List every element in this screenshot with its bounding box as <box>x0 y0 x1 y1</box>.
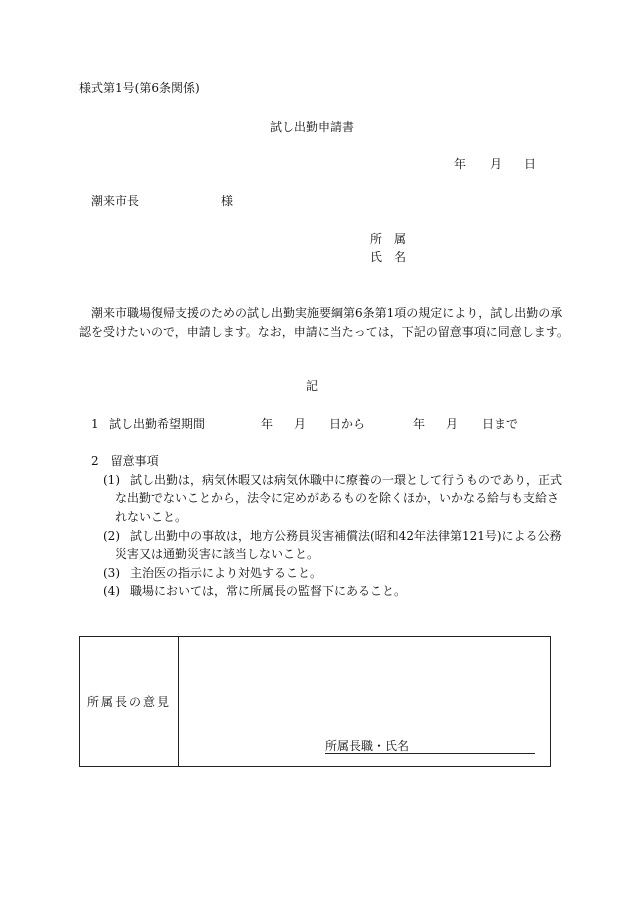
note-number: (4) <box>103 584 120 598</box>
period-month-until: 月 <box>446 417 459 431</box>
notes-heading: 2 留意事項 <box>91 454 159 468</box>
period-day-from: 日から <box>329 417 366 431</box>
signature-label: 所属長職・氏名 <box>325 739 410 753</box>
document-title: 試し出勤申請書 <box>270 120 355 134</box>
department-label: 所 属 <box>370 232 407 246</box>
opinion-label-cell <box>80 637 179 767</box>
date-day: 日 <box>524 157 537 171</box>
note-line: 職場においては，常に所属長の監督下にあること。 <box>130 584 407 598</box>
note-number: (2) <box>103 529 120 543</box>
supervisor-opinion-table <box>79 636 551 767</box>
addressee-name: 潮来市長 <box>91 194 140 208</box>
note-number: (3) <box>103 566 120 580</box>
note-line: れないこと。 <box>115 510 188 524</box>
opinion-input-area[interactable] <box>179 637 551 767</box>
date-month: 月 <box>490 157 503 171</box>
period-year-from: 年 <box>261 417 274 431</box>
period-label: 試し出勤希望期間 <box>109 417 206 431</box>
signature-line <box>325 753 535 754</box>
note-line: 災害又は通勤災害に該当しないこと。 <box>115 547 320 561</box>
note-line: 試し出勤中の事故は，地方公務員災害補償法(昭和42年法律第121号)による公務 <box>130 529 562 543</box>
name-label: 氏 名 <box>370 250 407 264</box>
period-number: 1 <box>91 417 99 431</box>
note-number: (1) <box>103 473 120 487</box>
date-year: 年 <box>454 157 467 171</box>
addressee-honorific: 様 <box>221 194 234 208</box>
body-line: 潮来市職場復帰支援のための試し出勤実施要綱第6条第1項の規定により，試し出勤の承 <box>91 306 563 320</box>
form-number: 様式第1号(第6条関係) <box>79 81 200 95</box>
period-month-from: 月 <box>294 417 307 431</box>
period-day-until: 日まで <box>482 417 519 431</box>
body-line: 認を受けたいので，申請します。なお，申請に当たっては，下記の留意事項に同意します。 <box>79 325 569 339</box>
period-year-until: 年 <box>413 417 426 431</box>
note-line: 試し出勤は，病気休暇又は病気休職中に療養の一環として行うものであり，正式 <box>130 473 563 487</box>
ki-heading: 記 <box>306 379 319 393</box>
opinion-label: 所属長の意見 <box>86 695 171 709</box>
note-line: な出勤でないことから，法令に定めがあるものを除くほか，いかなる給与も支給さ <box>115 491 560 505</box>
note-line: 主治医の指示により対処すること。 <box>130 566 323 580</box>
